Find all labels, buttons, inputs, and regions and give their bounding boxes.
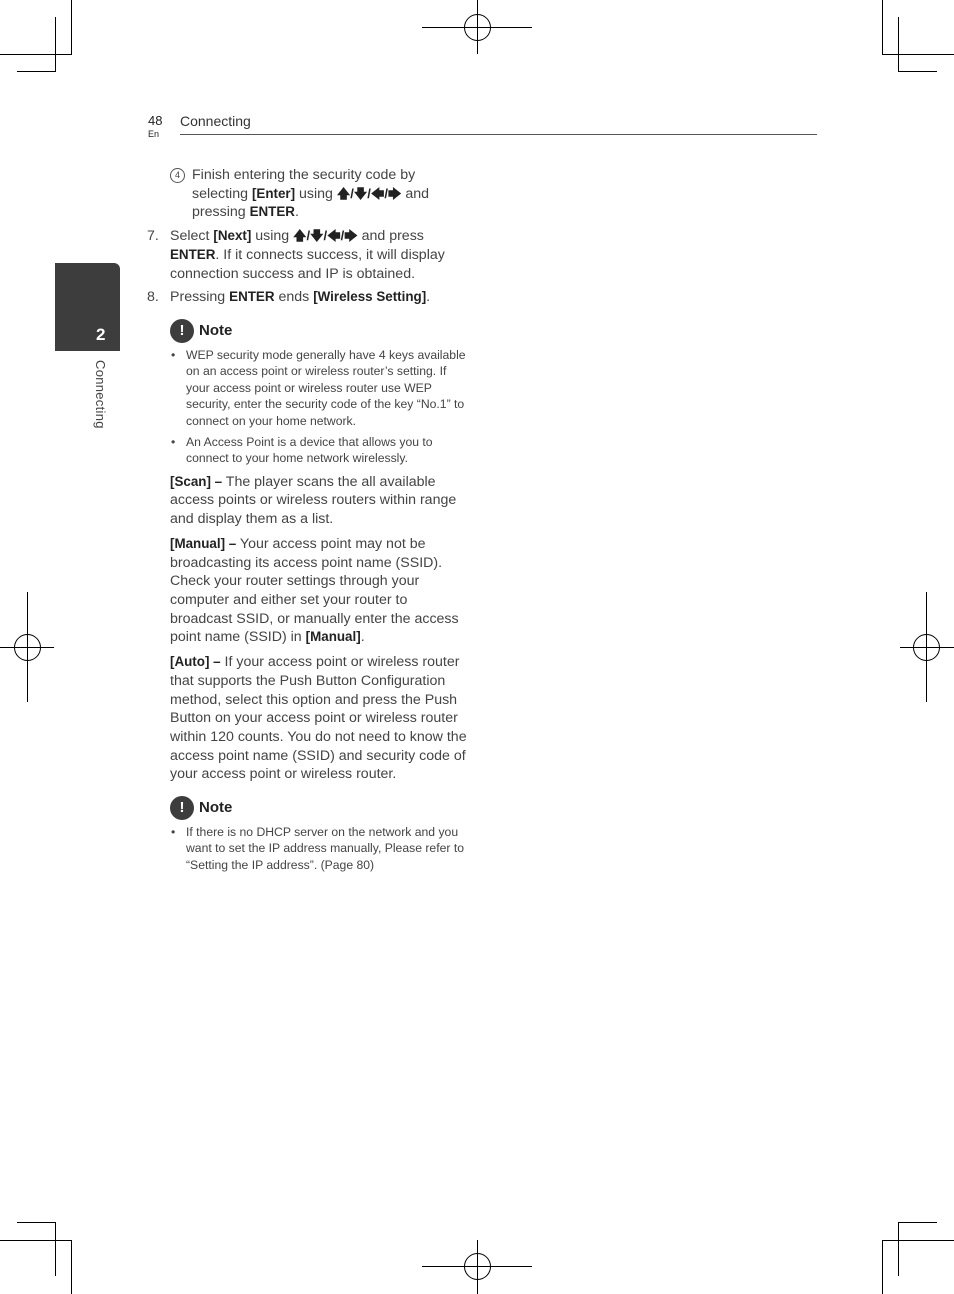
scan-paragraph [170, 473, 470, 529]
note-list [170, 347, 470, 467]
text: ends [274, 289, 314, 306]
text: . [360, 629, 365, 646]
text: . If it connects success, it will display connection success and IP is obtained. [170, 246, 445, 282]
text: Finish entering the security code by selecting [192, 167, 416, 202]
enter-bracket: [Enter] [251, 185, 296, 201]
language-code: En [148, 129, 160, 139]
text: Pressing [170, 289, 230, 306]
slash: / [384, 185, 388, 201]
content-column [147, 166, 470, 878]
step-number: 7. [147, 228, 159, 245]
text: and pressing [192, 185, 430, 221]
text: and press [357, 228, 424, 245]
next-bracket: [Next] [213, 228, 252, 244]
note-item: • WEP security mode generally have 4 keys available on an access point or wireless router’s setting. If your access point or wireless router use WEP security, enter the security code of the key “No.1” to connect on your home network. [170, 347, 470, 429]
exclamation-icon: ! [170, 796, 194, 820]
chapter-number: 2 [96, 325, 106, 344]
note-label: Note [199, 321, 233, 339]
page-number: 48 [148, 113, 163, 128]
step-7 [147, 227, 470, 283]
circled-number: 4 [170, 168, 185, 183]
auto-text: If your access point or wireless router that supports the Push Button Configuration method, select this option and press the Push Button on your access point or wireless router within 120 counts. You do not need to know the access point name (SSID) and security code of your access point or wireless router. [170, 654, 467, 783]
arrow-left-icon: 🡄 [327, 228, 341, 244]
arrow-down-icon: 🡇 [353, 185, 368, 201]
header-rule [180, 134, 817, 135]
text: Select [170, 228, 214, 245]
text: . [426, 289, 431, 306]
manual-label: [Manual] – [170, 535, 237, 551]
scan-text: The player scans the all available access points or wireless routers within range and display them as a list. [170, 473, 457, 528]
arrow-right-icon: 🡆 [387, 185, 402, 201]
step-8 [147, 288, 470, 307]
scan-label: [Scan] – [170, 473, 223, 489]
manual-text: Your access point may not be broadcasting its access point name (SSID). Check your router settings through your computer and either set your router to broadcast SSID, or manually enter the access point name (SSID) in [170, 535, 459, 646]
arrow-down-icon: 🡇 [310, 228, 324, 244]
arrow-right-icon: 🡆 [344, 228, 358, 244]
enter-key: ENTER [229, 289, 275, 305]
note-list [170, 824, 470, 873]
auto-label: [Auto] – [170, 654, 221, 670]
slash: / [306, 228, 311, 244]
enter-key: ENTER [170, 246, 216, 262]
chapter-tab [55, 263, 120, 351]
slash: / [367, 185, 371, 201]
note-header [170, 319, 470, 343]
text: using [251, 228, 294, 245]
note-label: Note [199, 798, 233, 816]
enter-key: ENTER [249, 204, 295, 220]
section-title: Connecting [180, 113, 251, 129]
step-number: 8. [147, 289, 159, 306]
arrow-up-icon: 🡅 [336, 185, 351, 201]
manual-paragraph [170, 535, 470, 647]
slash: / [350, 185, 354, 201]
substep-4 [170, 166, 470, 222]
arrow-left-icon: 🡄 [370, 185, 385, 201]
slash: / [323, 228, 328, 244]
chapter-label: Connecting [93, 360, 108, 429]
auto-paragraph [170, 653, 470, 784]
note-item: • An Access Point is a device that allows you to connect to your home network wirelessly. [170, 434, 470, 467]
text: . [294, 204, 299, 221]
text: using [295, 185, 337, 202]
exclamation-icon: ! [170, 319, 194, 343]
wireless-setting-bracket: [Wireless Setting] [313, 289, 427, 305]
manual-label-inline: [Manual] [305, 629, 361, 645]
arrow-up-icon: 🡅 [293, 228, 307, 244]
slash: / [340, 228, 345, 244]
note-item: • If there is no DHCP server on the network and you want to set the IP address manually, Please refer to “Setting the IP address”. (Page 80) [170, 824, 470, 873]
note-header [170, 796, 470, 820]
